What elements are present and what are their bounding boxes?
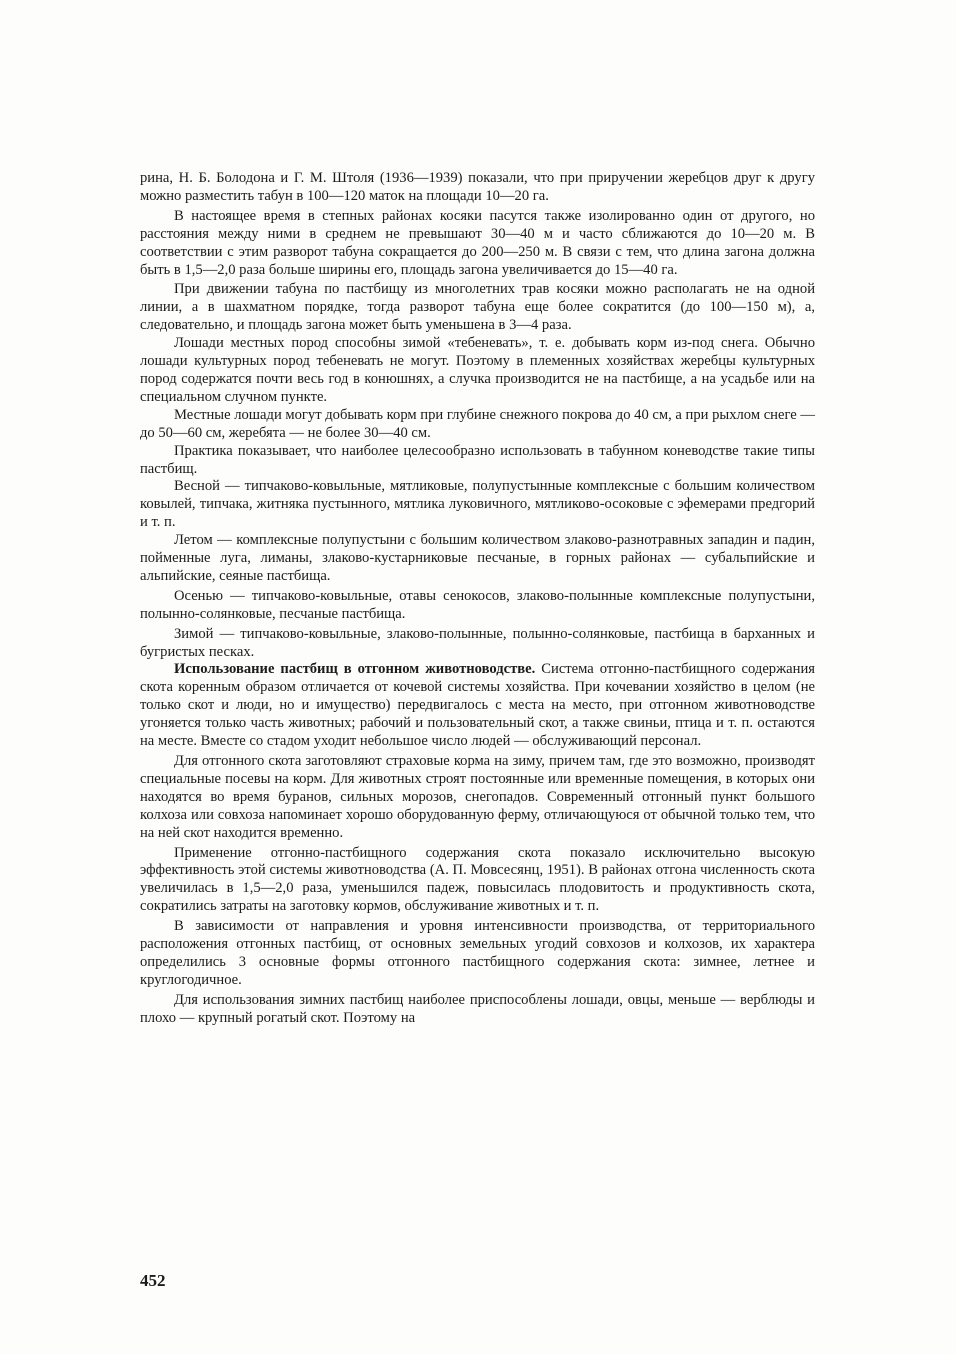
paragraph-list-summer: Летом — комплексные полупустыни с большим количеством злаково-разнотравных западин и падин, пойменные луга, лиманы, злаково-кустарниковые песчаные, в горных районах — субальпийские и альпийские, сеяные пастбища. [140, 532, 815, 584]
paragraph: Для отгонного скота заготовляют страховые корма на зиму, причем там, где это возможно, производят специальные посевы на корм. Для животных строят постоянные или временные помещения, в которых они находятся во время буранов, сильных морозов, снегопадов. Современный отгонный пункт большого колхоза или совхоза напоминает хорошо оборудованную ферму, отличающуюся от обычной только тем, что на ней скот находится временно. [140, 753, 815, 841]
paragraph: В настоящее время в степных районах косяки пасутся также изолированно один от другого, но расстояния между ними в среднем не превышают 30—40 м и часто сближаются до 10—20 м. В соответствии с этим разворот табуна сокращается до 200—250 м. В связи с тем, что длина загона должна быть в 1,5—2,0 раза больше ширины его, площадь загона увеличивается до 15—40 га. [140, 207, 815, 278]
paragraph-section [140, 661, 815, 751]
paragraph-list-spring: Весной — типчаково-ковыльные, мятликовые, полупустынные комплексные с большим количеством ковылей, типчака, житняка пустынного, мятлика луковичного, мятликово-осоковые с эфемерами предгорий и т. п. [140, 478, 815, 531]
paragraph-list-winter: Зимой — типчаково-ковыльные, злаково-полынные, полынно-солянковые, пастбища в барханных и бугристых песках. [140, 625, 815, 660]
paragraph: Лошади местных пород способны зимой «тебеневать», т. е. добывать корм из-под снега. Обычно лошади культурных пород тебеневать не могут. Поэтому в племенных хозяйствах жеребцы культурных пород содержатся почти весь год в конюшнях, а случка производится не на пастбище, а на усадьбе или на специальном случном пункте. [140, 335, 815, 405]
paragraph-list-autumn: Осенью — типчаково-ковыльные, отавы сенокосов, злаково-полынные комплексные полупустыни, полынно-солянковые, песчаные пастбища. [140, 587, 815, 622]
section-text: Система отгонно-пастбищного содержания скота коренным образом отличается от кочевой системы хозяйства. При кочевании хозяйство в целом (не только скот и люди, но и имущество) передвигалось с места на место, при отгонном животноводстве угоняется только часть животных; рабочий и пользовательный скот, а также свиньи, птица и т. п. остаются на месте. Вместе со стадом уходит небольшое число людей — обслуживающий персонал. [140, 661, 815, 750]
paragraph: В зависимости от направления и уровня интенсивности производства, от территориального расположения отгонных пастбищ, от основных земельных угодий совхозов и колхозов, их характера определились 3 основные формы отгонного пастбищного содержания скота: зимнее, летнее и круглогодичное. [140, 918, 815, 988]
section-run-in-heading: Использование пастбищ в отгонном животноводстве. [174, 661, 536, 678]
paragraph: Местные лошади могут добывать корм при глубине снежного покрова до 40 см, а при рыхлом снеге — до 50—60 см, жеребята — не более 30—40 см. [140, 406, 815, 441]
page-number: 452 [140, 1271, 166, 1290]
paragraph: Применение отгонно-пастбищного содержания скота показало исключительно высокую эффективность этой системы животноводства (А. П. Мовсесянц, 1951). В районах отгона численность скота увеличилась в 1,5—2,0 раза, уменьшился падеж, повысилась плодовитость и продуктивность скота, сократились затраты на заготовку кормов, обслуживание животных и т. п. [140, 844, 815, 915]
paragraph: Практика показывает, что наиболее целесообразно использовать в табунном коневодстве такие типы пастбищ. [140, 442, 815, 477]
paragraph-continuation: рина, Н. Б. Болодона и Г. М. Штоля (1936—1939) показали, что при приручении жеребцов друг к другу можно разместить табун в 100—120 маток на площади 10—20 га. [140, 170, 815, 204]
paragraph: При движении табуна по пастбищу из многолетних трав косяки можно располагать не на одной линии, а в шахматном порядке, тогда разворот табуна еще более сократится (до 100—150 м), а, следовательно, и площадь загона может быть уменьшена в 3—4 раза. [140, 281, 815, 334]
paragraph: Для использования зимних пастбищ наиболее приспособлены лошади, овцы, меньше — верблюды и плохо — крупный рогатый скот. Поэтому на [140, 991, 815, 1026]
body-text [140, 170, 815, 1028]
